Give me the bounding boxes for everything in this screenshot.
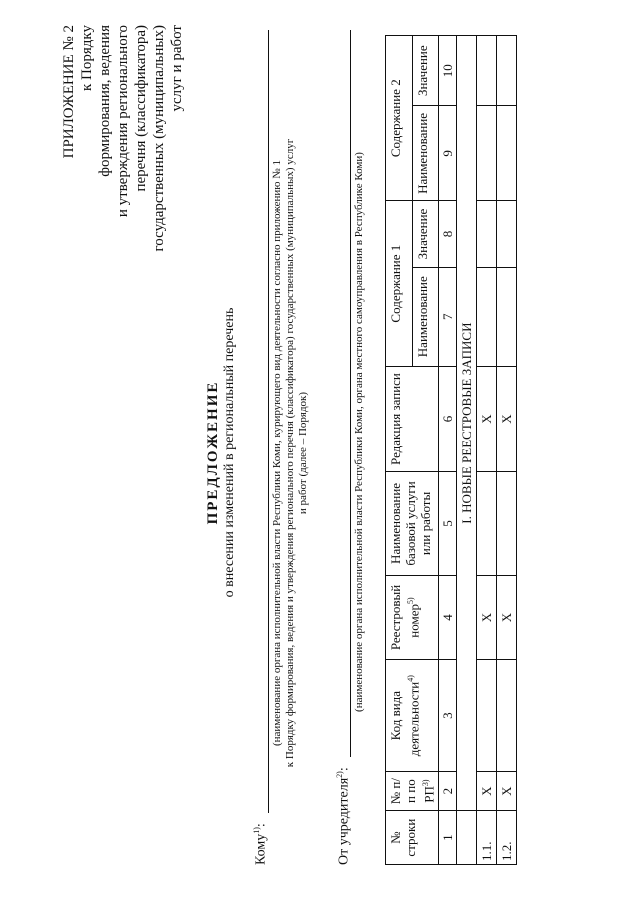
base-service bbox=[477, 472, 497, 575]
founder-label-text: От учредителя bbox=[336, 777, 352, 865]
header-name2: Наименование bbox=[412, 106, 439, 201]
rp-num: X bbox=[497, 771, 517, 810]
header-activity-code-text: Код вида деятельности bbox=[388, 681, 422, 757]
header-registry-num-text: Реестровый номер bbox=[388, 584, 422, 651]
appendix-line: государственных (муниципальных) bbox=[151, 25, 167, 252]
value1 bbox=[477, 201, 497, 267]
value2 bbox=[477, 36, 497, 106]
activity-code bbox=[477, 660, 497, 772]
header-name1: Наименование bbox=[412, 267, 439, 366]
edition: X bbox=[497, 366, 517, 471]
table-row bbox=[497, 36, 517, 865]
appendix-line: перечня (классификатора) bbox=[133, 25, 149, 192]
founder-label bbox=[335, 767, 353, 865]
col-number: 3 bbox=[439, 660, 457, 772]
recipient-note-line: к Порядку формирования, ведения и утверждения регионального перечня (классификатора) государственных (муниципальных) услуг bbox=[284, 138, 296, 768]
recipient-footnote: 1) bbox=[252, 827, 261, 834]
row-num: 1.2. bbox=[497, 811, 517, 865]
founder-colon: : bbox=[336, 767, 352, 772]
col-number: 8 bbox=[439, 201, 457, 267]
recipient-label bbox=[252, 823, 270, 865]
header-activity-code-sup: 4) bbox=[406, 675, 415, 682]
appendix-line: и утверждения регионального bbox=[115, 25, 131, 218]
header-activity-code bbox=[386, 660, 439, 772]
header-rp-num-sup: 3) bbox=[421, 779, 430, 787]
activity-code bbox=[497, 660, 517, 772]
col-number: 9 bbox=[439, 106, 457, 201]
base-service bbox=[497, 472, 517, 575]
founder-fill-line bbox=[350, 30, 351, 757]
col-number: 2 bbox=[439, 771, 457, 810]
header-content2: Содержание 2 bbox=[386, 36, 413, 201]
value2 bbox=[497, 36, 517, 106]
recipient-label-text: Кому bbox=[253, 833, 269, 865]
header-content1: Содержание 1 bbox=[386, 201, 413, 366]
document-title: ПРЕДЛОЖЕНИЕ bbox=[205, 380, 221, 525]
founder-footnote: 2) bbox=[335, 771, 344, 778]
recipient-fill-line bbox=[268, 30, 269, 813]
header-value2: Значение bbox=[412, 36, 439, 106]
document-subtitle: о внесении изменений в региональный перечень bbox=[222, 307, 237, 598]
section-spacer bbox=[457, 811, 477, 865]
appendix-header bbox=[60, 25, 186, 315]
header-rp-num-text: № п/п по РП bbox=[388, 778, 437, 805]
col-number: 10 bbox=[439, 36, 457, 106]
name1 bbox=[477, 267, 497, 366]
rp-num: X bbox=[477, 771, 497, 810]
column-numbers-row bbox=[439, 36, 457, 865]
recipient-colon: : bbox=[253, 823, 269, 828]
value1 bbox=[497, 201, 517, 267]
founder-note: (наименование органа исполнительной власти Республики Коми, органа местного самоуправления в Республике Коми) bbox=[353, 152, 365, 712]
section-title: I. НОВЫЕ РЕЕСТРОВЫЕ ЗАПИСИ bbox=[457, 36, 477, 811]
col-number: 1 bbox=[439, 811, 457, 865]
registry-num: X bbox=[477, 575, 497, 660]
col-number: 5 bbox=[439, 472, 457, 575]
name2 bbox=[477, 106, 497, 201]
row-num: 1.1. bbox=[477, 811, 497, 865]
col-number: 4 bbox=[439, 575, 457, 660]
name1 bbox=[497, 267, 517, 366]
header-row-num: № строки bbox=[386, 811, 439, 865]
appendix-line: формирования, ведения bbox=[97, 25, 113, 177]
section-row bbox=[457, 36, 477, 865]
appendix-line: к Порядку bbox=[79, 25, 95, 91]
registry-num: X bbox=[497, 575, 517, 660]
recipient-note bbox=[271, 93, 310, 813]
header-registry-num bbox=[386, 575, 439, 660]
table-row bbox=[477, 36, 497, 865]
recipient-note-line: (наименование органа исполнительной власти Республики Коми, курирующего вид деятельности согласно приложению № 1 bbox=[271, 159, 283, 747]
proposal-table bbox=[385, 35, 517, 865]
header-rp-num bbox=[386, 771, 439, 810]
header-base-service: Наименование базовой услуги или работы bbox=[386, 472, 439, 575]
header-value1: Значение bbox=[412, 201, 439, 267]
header-edition: Редакция записи bbox=[386, 366, 439, 471]
header-row bbox=[386, 36, 413, 865]
header-registry-num-sup: 5) bbox=[406, 597, 415, 604]
appendix-line: услуг и работ bbox=[169, 25, 185, 112]
appendix-line: ПРИЛОЖЕНИЕ № 2 bbox=[61, 25, 77, 159]
edition: X bbox=[477, 366, 497, 471]
col-number: 7 bbox=[439, 267, 457, 366]
col-number: 6 bbox=[439, 366, 457, 471]
name2 bbox=[497, 106, 517, 201]
recipient-note-line: и работ (далее – Порядок) bbox=[297, 391, 309, 515]
